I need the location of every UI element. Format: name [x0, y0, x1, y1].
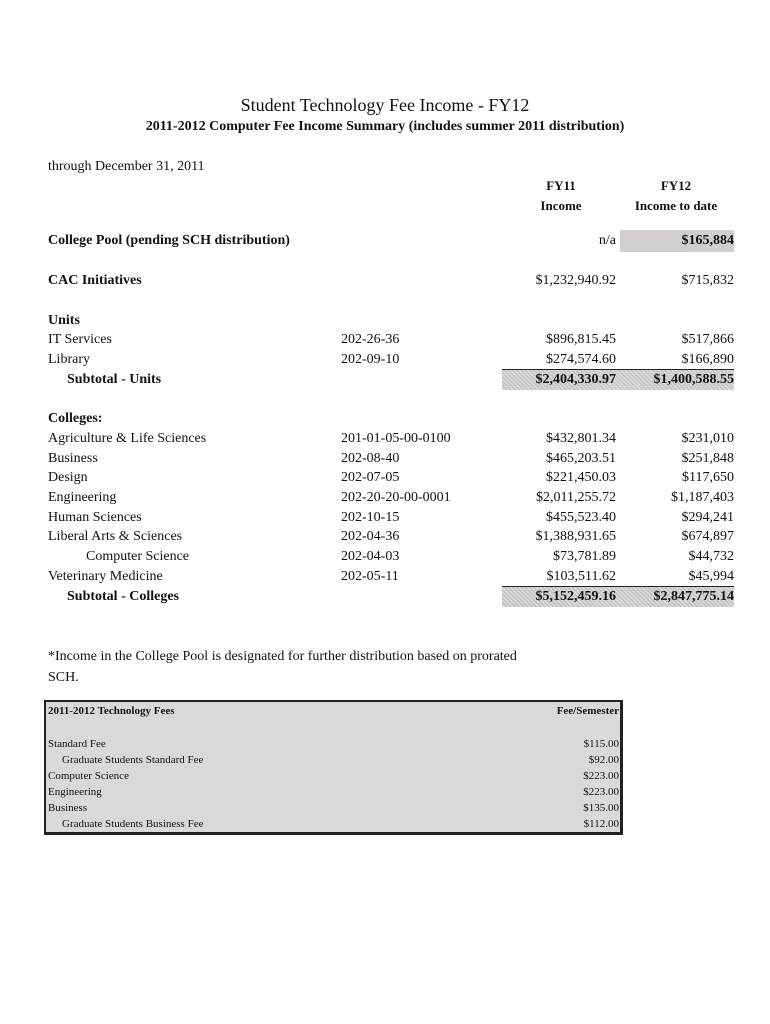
college-pool-fy12: $165,884 — [681, 233, 734, 248]
colleges-subtotal-label: Subtotal - Colleges — [67, 589, 179, 604]
column-header-fy12-year: FY12 — [660, 178, 692, 193]
fee-row — [46, 816, 620, 832]
colleges-subtotal-row — [0, 587, 770, 607]
college-pool-label: College Pool (pending SCH distribution) — [48, 233, 290, 248]
unit-fy11: $896,815.45 — [546, 332, 616, 347]
college-fy11: $432,801.34 — [546, 431, 616, 446]
college-account: 202-04-03 — [341, 549, 400, 564]
college-account: 202-10-15 — [341, 510, 400, 525]
fee-value: $92.00 — [588, 754, 619, 766]
college-account: 202-07-05 — [341, 470, 400, 485]
column-header-fy11-year: FY11 — [546, 178, 576, 193]
cac-label: CAC Initiatives — [48, 273, 142, 288]
college-label: Liberal Arts & Sciences — [48, 529, 183, 544]
college-fy11: $2,011,255.72 — [536, 490, 616, 505]
fee-value: $223.00 — [583, 770, 619, 782]
unit-account: 202-26-36 — [341, 332, 400, 347]
fees-column-heading: Fee/Semester — [556, 705, 619, 717]
college-fy12: $251,848 — [681, 451, 734, 466]
fee-value: $115.00 — [583, 738, 619, 750]
fee-label: Business — [48, 802, 88, 814]
college-fy12: $117,650 — [682, 470, 734, 485]
college-fy12: $674,897 — [681, 529, 734, 544]
college-fy12: $44,732 — [688, 549, 734, 564]
table-row — [0, 468, 770, 488]
fee-row — [46, 736, 620, 752]
college-account: 202-04-36 — [341, 529, 400, 544]
units-subtotal-fy12: $1,400,588.55 — [653, 372, 734, 387]
colleges-subtotal-fy11: $5,152,459.16 — [535, 589, 616, 604]
college-account: 201-01-05-00-0100 — [341, 431, 451, 446]
table-row — [0, 429, 770, 449]
fee-label: Graduate Students Business Fee — [62, 818, 204, 830]
college-fy11: $465,203.51 — [546, 451, 616, 466]
college-label: Engineering — [48, 490, 117, 505]
footnote: *Income in the College Pool is designated for further distribution based on prorated SCH. — [48, 649, 517, 685]
unit-label: IT Services — [48, 332, 112, 347]
table-row — [0, 350, 770, 370]
fees-heading: 2011-2012 Technology Fees — [48, 705, 175, 717]
college-fy12: $1,187,403 — [671, 490, 734, 505]
fee-row — [46, 752, 620, 768]
college-fy11: $103,511.62 — [546, 569, 616, 584]
fee-value: $135.00 — [583, 802, 619, 814]
unit-fy12: $166,890 — [681, 352, 734, 367]
colleges-subtotal-fy12: $2,847,775.14 — [653, 589, 734, 604]
unit-label: Library — [48, 352, 90, 367]
table-row — [0, 547, 770, 567]
units-heading-row — [0, 311, 770, 331]
college-fy12: $45,994 — [688, 569, 734, 584]
unit-fy12: $517,866 — [681, 332, 734, 347]
college-fy11: $73,781.89 — [553, 549, 616, 564]
page-subtitle: 2011-2012 Computer Fee Income Summary (includes summer 2011 distribution) — [145, 119, 625, 134]
page-title: Student Technology Fee Income - FY12 — [240, 95, 530, 115]
units-subtotal-label: Subtotal - Units — [67, 372, 162, 387]
fee-row — [46, 784, 620, 800]
college-account: 202-05-11 — [341, 569, 399, 584]
college-fy11: $221,450.03 — [546, 470, 616, 485]
cac-row — [0, 271, 770, 291]
fee-row — [46, 768, 620, 784]
college-fy11: $1,388,931.65 — [535, 529, 616, 544]
column-header-fy12 — [620, 176, 732, 216]
college-account: 202-20-20-00-0001 — [341, 490, 451, 505]
technology-fees-table — [44, 700, 623, 835]
table-row — [0, 449, 770, 469]
fee-label: Computer Science — [48, 770, 129, 782]
college-account: 202-08-40 — [341, 451, 400, 466]
unit-fy11: $274,574.60 — [546, 352, 616, 367]
college-label: Computer Science — [86, 549, 190, 564]
unit-account: 202-09-10 — [341, 352, 400, 367]
college-pool-fy11: n/a — [598, 233, 616, 248]
college-fy11: $455,523.40 — [546, 510, 616, 525]
colleges-heading-row — [0, 409, 770, 429]
date-note: through December 31, 2011 — [48, 159, 205, 174]
college-fy12: $231,010 — [681, 431, 734, 446]
college-fy12: $294,241 — [681, 510, 734, 525]
fee-value: $112.00 — [583, 818, 619, 830]
college-label: Human Sciences — [48, 510, 142, 525]
column-header-fy11-label: Income — [540, 198, 582, 213]
college-label: Veterinary Medicine — [48, 569, 163, 584]
cac-fy12: $715,832 — [681, 273, 734, 288]
column-header-fy12-label: Income to date — [634, 198, 718, 213]
college-label: Business — [48, 451, 98, 466]
fee-label: Engineering — [48, 786, 102, 798]
college-label: Design — [48, 470, 88, 485]
college-pool-row — [0, 231, 770, 251]
fee-value: $223.00 — [583, 786, 619, 798]
units-subtotal-fy11: $2,404,330.97 — [535, 372, 616, 387]
table-row — [0, 488, 770, 508]
fee-label: Graduate Students Standard Fee — [62, 754, 204, 766]
colleges-heading: Colleges: — [48, 411, 103, 426]
table-row — [0, 330, 770, 350]
fee-row — [46, 800, 620, 816]
table-row — [0, 567, 770, 587]
cac-fy11: $1,232,940.92 — [535, 273, 616, 288]
college-label: Agriculture & Life Sciences — [48, 431, 207, 446]
units-subtotal-row — [0, 370, 770, 390]
column-header-fy11 — [520, 176, 602, 216]
units-heading: Units — [48, 313, 80, 328]
table-row — [0, 508, 770, 528]
table-row — [0, 527, 770, 547]
fee-label: Standard Fee — [48, 738, 106, 750]
